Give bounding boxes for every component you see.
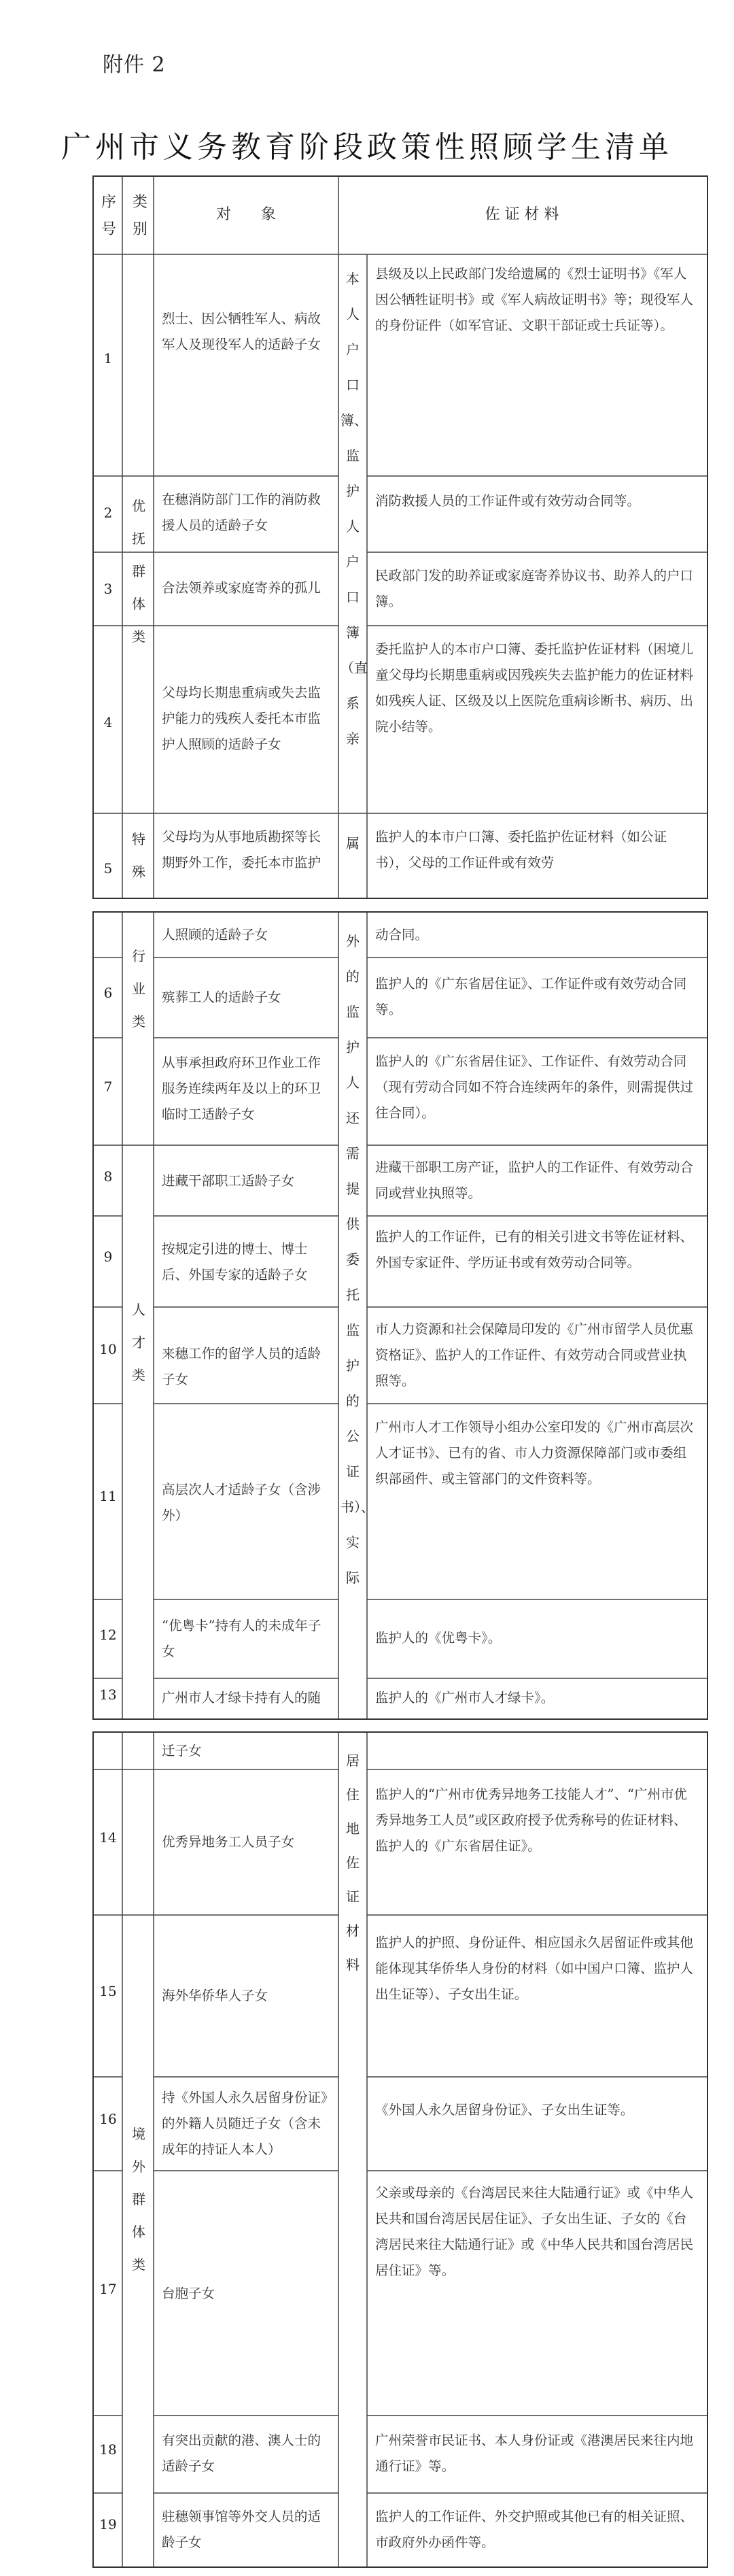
vertical-doc-text-1b: 属	[346, 835, 360, 851]
row-14-object: 优秀异地务工人员子女	[162, 1834, 295, 1850]
row-9-object: 按规定引进的博士、博士后、外国专家的适龄子女	[162, 1241, 308, 1283]
row-12-number: 12	[99, 1627, 117, 1643]
row-5-docs: 监护人的本市户口簿、委托监护佐证材料（如公证书），父母的工作证件或有效劳	[375, 829, 667, 870]
row-10-number: 10	[99, 1341, 117, 1357]
row-2-number: 2	[103, 505, 113, 521]
row-8-number: 8	[103, 1168, 113, 1185]
row-10-docs: 市人力资源和社会保障局印发的《广州市留学人员优惠资格证》、监护人的工作证件、有效劳动合同或营业执照等。	[375, 1321, 694, 1389]
row-13-object: 广州市人才绿卡持有人的随	[162, 1690, 321, 1706]
row-13-docs: 监护人的《广州市人才绿卡》。	[375, 1690, 555, 1706]
row-5-object-cont: 人照顾的适龄子女	[162, 927, 268, 943]
row-5-docs-cont: 动合同。	[375, 927, 429, 943]
row-8-object: 进藏干部职工适龄子女	[162, 1173, 295, 1189]
row-15-number: 15	[99, 1983, 117, 1999]
sheet-2-gridlines	[94, 913, 707, 1718]
row-6-object: 殡葬工人的适龄子女	[162, 989, 281, 1005]
category-hangye: 行业类	[132, 948, 145, 1030]
row-16-object: 持《外国人永久居留身份证》的外籍人员随迁子女（含未成年的持证人本人）	[162, 2090, 328, 2157]
row-9-number: 9	[103, 1249, 113, 1265]
row-17-docs: 父亲或母亲的《台湾居民来往大陆通行证》或《中华人民共和国台湾居民居住证》、子女出生证、子女的《台湾居民来往大陆通行证》或《中华人民共和国台湾居民居住证》等。	[375, 2185, 694, 2278]
attachment-label: 附件 2	[103, 53, 166, 77]
row-12-docs: 监护人的《优粤卡》。	[375, 1630, 502, 1646]
row-13-number: 13	[99, 1687, 117, 1703]
row-15-object: 海外华侨华人子女	[162, 1988, 268, 2003]
row-7-object: 从事承担政府环卫作业工作服务连续两年及以上的环卫临时工适龄子女	[162, 1055, 321, 1122]
row-1-object: 烈士、因公牺牲军人、病故军人及现役军人的适龄子女	[162, 311, 321, 352]
table-sheet-2	[92, 911, 708, 1720]
row-4-object: 父母均长期患重病或失去监护能力的残疾人委托本市监护人照顾的适龄子女	[162, 685, 321, 752]
row-4-docs: 委托监护人的本市户口簿、委托监护佐证材料（困境儿童父母均长期患重病或因残疾失去监护能力的佐证材料如残疾人证、区级及以上医院危重病诊断书、病历、出院小结等。	[375, 641, 694, 734]
row-1-number: 1	[103, 350, 113, 367]
row-5-object: 父母均为从事地质勘探等长期野外工作，委托本市监护	[162, 829, 321, 870]
page-title: 广州市义务教育阶段政策性照顾学生清单	[61, 130, 673, 165]
vertical-doc-text-2: 外的监护人还需提供委托监护的公证书）、实际	[340, 933, 374, 1586]
row-5-number: 5	[103, 860, 113, 877]
header-seq: 序号	[101, 194, 116, 238]
row-17-object: 台胞子女	[162, 2286, 215, 2301]
row-8-docs: 进藏干部职工房产证，监护人的工作证件、有效劳动合同或营业执照等。	[375, 1159, 694, 1201]
row-3-object: 合法领养或家庭寄养的孤儿	[162, 580, 321, 596]
category-teshu: 特殊	[132, 831, 145, 880]
row-7-number: 7	[103, 1079, 113, 1095]
row-1-docs: 县级及以上民政部门发给遗属的《烈士证明书》《军人因公牺牲证明书》或《军人病故证明书》等；现役军人的身份证件（如军官证、文职干部证或士兵证等）。	[375, 266, 694, 333]
category-jingwai: 境外群体类	[132, 2126, 145, 2273]
row-10-object: 来穗工作的留学人员的适龄子女	[162, 1346, 321, 1387]
row-4-number: 4	[103, 714, 113, 730]
row-7-docs: 监护人的《广东省居住证》、工作证件、有效劳动合同（现有劳动合同如不符合连续两年的条件，则需提供过往合同）。	[375, 1053, 694, 1121]
row-3-docs: 民政部门发的助养证或家庭寄养协议书、助养人的户口簿。	[375, 568, 694, 609]
row-11-object: 高层次人才适龄子女（含涉外）	[162, 1482, 321, 1523]
row-18-number: 18	[99, 2441, 117, 2458]
row-2-object: 在穗消防部门工作的消防救援人员的适龄子女	[162, 492, 321, 533]
row-14-docs: 监护人的“广州市优秀异地务工技能人才”、“广州市优秀异地务工人员”或区政府授予优秀称号的佐证材料、监护人的《广东省居住证》。	[375, 1786, 687, 1854]
row-16-number: 16	[99, 2111, 117, 2127]
row-11-docs: 广州市人才工作领导小组办公室印发的《广州市高层次人才证书》、已有的省、市人力资源保障部门或市委组织部函件、或主管部门的文件资料等。	[375, 1419, 694, 1487]
row-15-docs: 监护人的护照、身份证件、相应国永久居留证件或其他能体现其华侨华人身份的材料（如中国户口簿、监护人出生证等）、子女出生证。	[375, 1935, 694, 2002]
vertical-doc-text-1: 本人户口簿、监护人户口簿（直系亲	[340, 271, 368, 747]
row-11-number: 11	[99, 1488, 117, 1504]
header-cat: 类别	[132, 194, 147, 238]
row-18-docs: 广州荣誉市民证书、本人身份证或《港澳居民来往内地通行证》等。	[375, 2433, 694, 2474]
row-6-number: 6	[103, 985, 113, 1001]
row-3-number: 3	[103, 581, 113, 597]
row-2-docs: 消防救援人员的工作证件或有效劳动合同等。	[375, 493, 641, 509]
row-19-number: 19	[99, 2516, 117, 2532]
table-sheet-3	[92, 1731, 708, 2568]
row-6-docs: 监护人的《广东省居住证》、工作证件或有效劳动合同等。	[375, 976, 687, 1017]
category-youfu: 优抚群体类	[132, 498, 145, 645]
header-docs: 佐 证 材 料	[485, 206, 559, 223]
row-14-number: 14	[99, 1829, 117, 1846]
row-18-object: 有突出贡献的港、澳人士的适龄子女	[162, 2433, 321, 2474]
row-19-object: 驻穗领事馆等外交人员的适龄子女	[162, 2509, 321, 2550]
row-17-number: 17	[99, 2281, 117, 2297]
row-13-object-cont: 迁子女	[162, 1743, 202, 1759]
table-sheet-1	[92, 175, 708, 899]
header-obj: 对 象	[215, 206, 276, 223]
vertical-doc-text-3: 居住地佐证材料	[346, 1752, 360, 1973]
row-12-object: “优粤卡”持有人的未成年子女	[162, 1618, 321, 1659]
row-9-docs: 监护人的工作证件，已有的相关引进文书等佐证材料、外国专家证件、学历证书或有效劳动合同等。	[375, 1229, 694, 1270]
row-19-docs: 监护人的工作证件、外交护照或其他已有的相关证照、市政府外办函件等。	[375, 2509, 694, 2550]
row-16-docs: 《外国人永久居留身份证》、子女出生证等。	[375, 2102, 634, 2118]
category-rencai: 人才类	[132, 1302, 145, 1383]
